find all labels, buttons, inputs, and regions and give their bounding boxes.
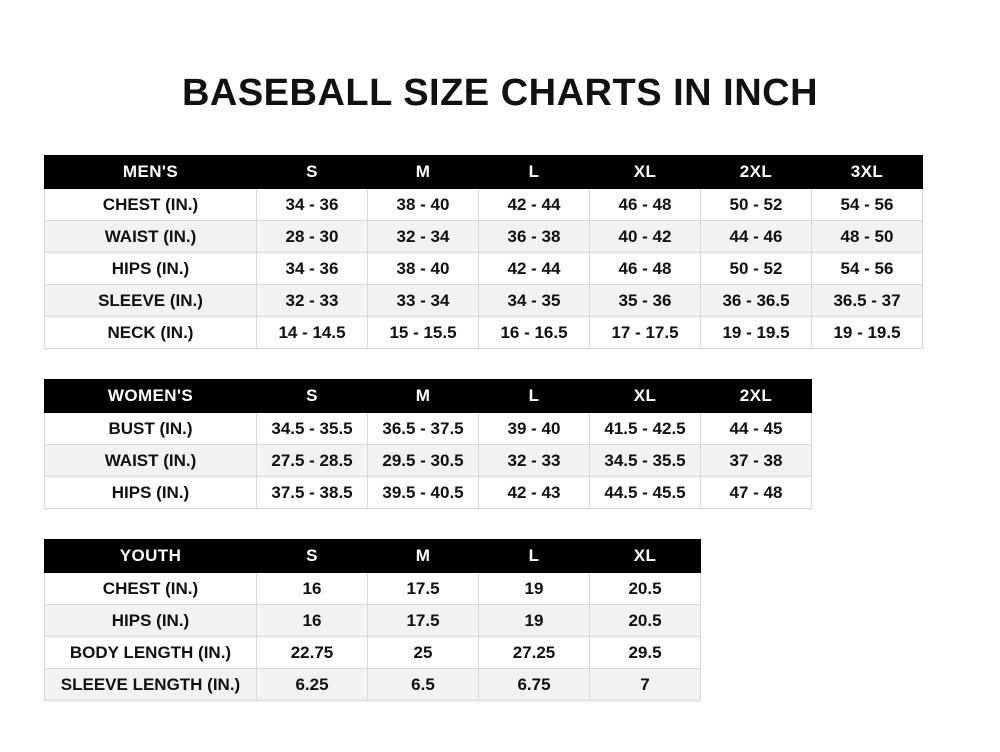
table-cell: 46 - 48 [590, 253, 701, 285]
table-cell: 42 - 43 [479, 477, 590, 509]
table-cell: 27.25 [479, 637, 590, 669]
table-cell: 46 - 48 [590, 189, 701, 221]
row-label: CHEST (IN.) [45, 189, 257, 221]
table-cell: 19 [479, 573, 590, 605]
column-header: M [368, 540, 479, 573]
column-header: 2XL [701, 156, 812, 189]
table-cell: 50 - 52 [701, 253, 812, 285]
table-cell: 44.5 - 45.5 [590, 477, 701, 509]
table-cell: 6.5 [368, 669, 479, 701]
womens-size-table [44, 379, 812, 509]
table-cell: 25 [368, 637, 479, 669]
table-cell: 36.5 - 37.5 [368, 413, 479, 445]
table-cell: 33 - 34 [368, 285, 479, 317]
table-cell: 39.5 - 40.5 [368, 477, 479, 509]
table-row [45, 413, 812, 445]
column-header: S [257, 380, 368, 413]
table-cell: 16 [257, 605, 368, 637]
table-cell: 20.5 [590, 573, 701, 605]
column-header: YOUTH [45, 540, 257, 573]
table-cell: 14 - 14.5 [257, 317, 368, 349]
row-label: SLEEVE (IN.) [45, 285, 257, 317]
table-cell: 38 - 40 [368, 253, 479, 285]
row-label: CHEST (IN.) [45, 573, 257, 605]
table-cell: 32 - 33 [479, 445, 590, 477]
table-row [45, 669, 701, 701]
table-cell: 42 - 44 [479, 253, 590, 285]
table-cell: 37 - 38 [701, 445, 812, 477]
row-label: WAIST (IN.) [45, 221, 257, 253]
column-header: S [257, 156, 368, 189]
mens-size-table [44, 155, 923, 349]
row-label: BUST (IN.) [45, 413, 257, 445]
column-header: 2XL [701, 380, 812, 413]
column-header: M [368, 380, 479, 413]
table-cell: 48 - 50 [812, 221, 923, 253]
column-header: L [479, 380, 590, 413]
column-header: 3XL [812, 156, 923, 189]
table-cell: 16 [257, 573, 368, 605]
table-row [45, 221, 923, 253]
table-cell: 19 [479, 605, 590, 637]
table-cell: 34 - 36 [257, 189, 368, 221]
row-label: HIPS (IN.) [45, 605, 257, 637]
table-row [45, 253, 923, 285]
table-cell: 19 - 19.5 [812, 317, 923, 349]
table-cell: 44 - 46 [701, 221, 812, 253]
table-header-row [45, 380, 812, 413]
table-cell: 6.75 [479, 669, 590, 701]
table-cell: 22.75 [257, 637, 368, 669]
table-cell: 20.5 [590, 605, 701, 637]
table-cell: 7 [590, 669, 701, 701]
table-cell: 32 - 33 [257, 285, 368, 317]
column-header: WOMEN'S [45, 380, 257, 413]
table-cell: 36 - 38 [479, 221, 590, 253]
table-row [45, 285, 923, 317]
table-cell: 16 - 16.5 [479, 317, 590, 349]
table-header-row [45, 156, 923, 189]
table-cell: 34.5 - 35.5 [257, 413, 368, 445]
youth-size-table [44, 539, 701, 701]
table-cell: 47 - 48 [701, 477, 812, 509]
table-cell: 36 - 36.5 [701, 285, 812, 317]
table-cell: 37.5 - 38.5 [257, 477, 368, 509]
table-row [45, 605, 701, 637]
row-label: HIPS (IN.) [45, 253, 257, 285]
table-cell: 29.5 - 30.5 [368, 445, 479, 477]
table-cell: 34 - 36 [257, 253, 368, 285]
table-row [45, 637, 701, 669]
column-header: XL [590, 380, 701, 413]
table-cell: 44 - 45 [701, 413, 812, 445]
column-header: M [368, 156, 479, 189]
table-row [45, 573, 701, 605]
table-cell: 38 - 40 [368, 189, 479, 221]
row-label: WAIST (IN.) [45, 445, 257, 477]
row-label: NECK (IN.) [45, 317, 257, 349]
table-cell: 17.5 [368, 573, 479, 605]
table-cell: 27.5 - 28.5 [257, 445, 368, 477]
table-cell: 54 - 56 [812, 253, 923, 285]
row-label: BODY LENGTH (IN.) [45, 637, 257, 669]
table-cell: 40 - 42 [590, 221, 701, 253]
row-label: HIPS (IN.) [45, 477, 257, 509]
table-row [45, 189, 923, 221]
table-cell: 15 - 15.5 [368, 317, 479, 349]
table-row [45, 477, 812, 509]
table-cell: 6.25 [257, 669, 368, 701]
table-cell: 17.5 [368, 605, 479, 637]
table-cell: 36.5 - 37 [812, 285, 923, 317]
table-row [45, 317, 923, 349]
table-cell: 34.5 - 35.5 [590, 445, 701, 477]
table-cell: 19 - 19.5 [701, 317, 812, 349]
column-header: L [479, 540, 590, 573]
table-cell: 34 - 35 [479, 285, 590, 317]
table-row [45, 445, 812, 477]
table-cell: 39 - 40 [479, 413, 590, 445]
column-header: L [479, 156, 590, 189]
table-cell: 50 - 52 [701, 189, 812, 221]
table-cell: 28 - 30 [257, 221, 368, 253]
charts-container [0, 155, 1000, 701]
table-cell: 32 - 34 [368, 221, 479, 253]
page-title: BASEBALL SIZE CHARTS IN INCH [181, 72, 819, 114]
column-header: S [257, 540, 368, 573]
column-header: XL [590, 540, 701, 573]
table-cell: 54 - 56 [812, 189, 923, 221]
row-label: SLEEVE LENGTH (IN.) [45, 669, 257, 701]
table-cell: 35 - 36 [590, 285, 701, 317]
table-cell: 29.5 [590, 637, 701, 669]
table-cell: 42 - 44 [479, 189, 590, 221]
column-header: XL [590, 156, 701, 189]
column-header: MEN'S [45, 156, 257, 189]
table-cell: 17 - 17.5 [590, 317, 701, 349]
table-cell: 41.5 - 42.5 [590, 413, 701, 445]
table-header-row [45, 540, 701, 573]
